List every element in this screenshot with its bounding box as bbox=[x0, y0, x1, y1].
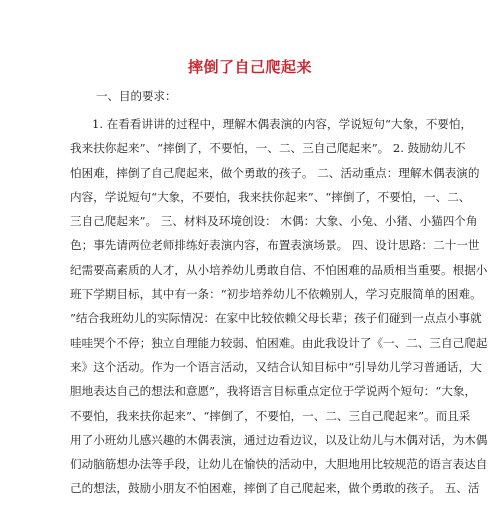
body-line: 内容，学说短句“大象，不要怕，我来扶你起来”、“摔倒了，不要怕，一、二、 bbox=[70, 189, 471, 204]
body-line: 色；事先请两位老师排练好表演内容，布置表演场景。 四、设计思路：二十一世 bbox=[70, 238, 480, 253]
body-line: 三自己爬起来”。 三、材料及环境创设： 木偶：大象、小兔、小猪、小猫四个角 bbox=[70, 214, 478, 229]
body-line: 纪需要高素质的人才，从小培养幼儿勇敢自信、不怕困难的品质相当重要。根据小 bbox=[70, 262, 488, 277]
body-line: 胆地表达自己的想法和意愿”，我将语言目标重点定位于学说两个短句：“大象， bbox=[70, 384, 477, 399]
body-line: 己的想法，鼓励小朋友不怕困难，摔倒了自己爬起来，做个勇敢的孩子。 五、活 bbox=[70, 481, 480, 496]
section-heading: 一、目的要求： bbox=[96, 89, 177, 103]
body-line: 1. 在看看讲讲的过程中，理解木偶表演的内容，学说短句“大象，不要怕， bbox=[92, 117, 473, 131]
body-line: 们动脑筋想办法等手段，让幼儿在愉快的活动中，大胆地用比较规范的语言表达自 bbox=[70, 457, 488, 472]
body-line: 用了小班幼儿感兴趣的木偶表演，通过边看边议，以及让幼儿与木偶对话，为木偶 bbox=[70, 432, 488, 447]
document-body bbox=[70, 112, 488, 501]
body-line: 我来扶你起来”、“摔倒了，不要怕，一、二、三自己爬起来”。 2. 鼓励幼儿不 bbox=[70, 141, 466, 156]
body-line: 不要怕，我来扶你起来”、“摔倒了，不要怕，一、二、三自己爬起来”。而且采 bbox=[70, 408, 471, 423]
body-line: ”结合我班幼儿的实际情况：在家中比较依赖父母长辈；孩子们碰到一点点小事就 bbox=[70, 311, 482, 326]
body-line: 哇哇哭个不停；独立自理能力较弱、怕困难。由此我设计了《一、二、三自己爬起 bbox=[70, 335, 488, 350]
body-line: 怕困难，摔倒了自己爬起来，做个勇敢的孩子。 二、活动重点：理解木偶表演的 bbox=[70, 165, 480, 180]
document-title: 摔倒了自己爬起来 bbox=[187, 58, 312, 76]
body-line: 来》这个活动。作为一个语言活动，又结合认知目标中“引导幼儿学习普通话，大 bbox=[70, 359, 482, 374]
body-line: 班下学期目标，其中有一条：“初步培养幼儿不依赖别人，学习克服简单的困难。 bbox=[70, 287, 482, 302]
